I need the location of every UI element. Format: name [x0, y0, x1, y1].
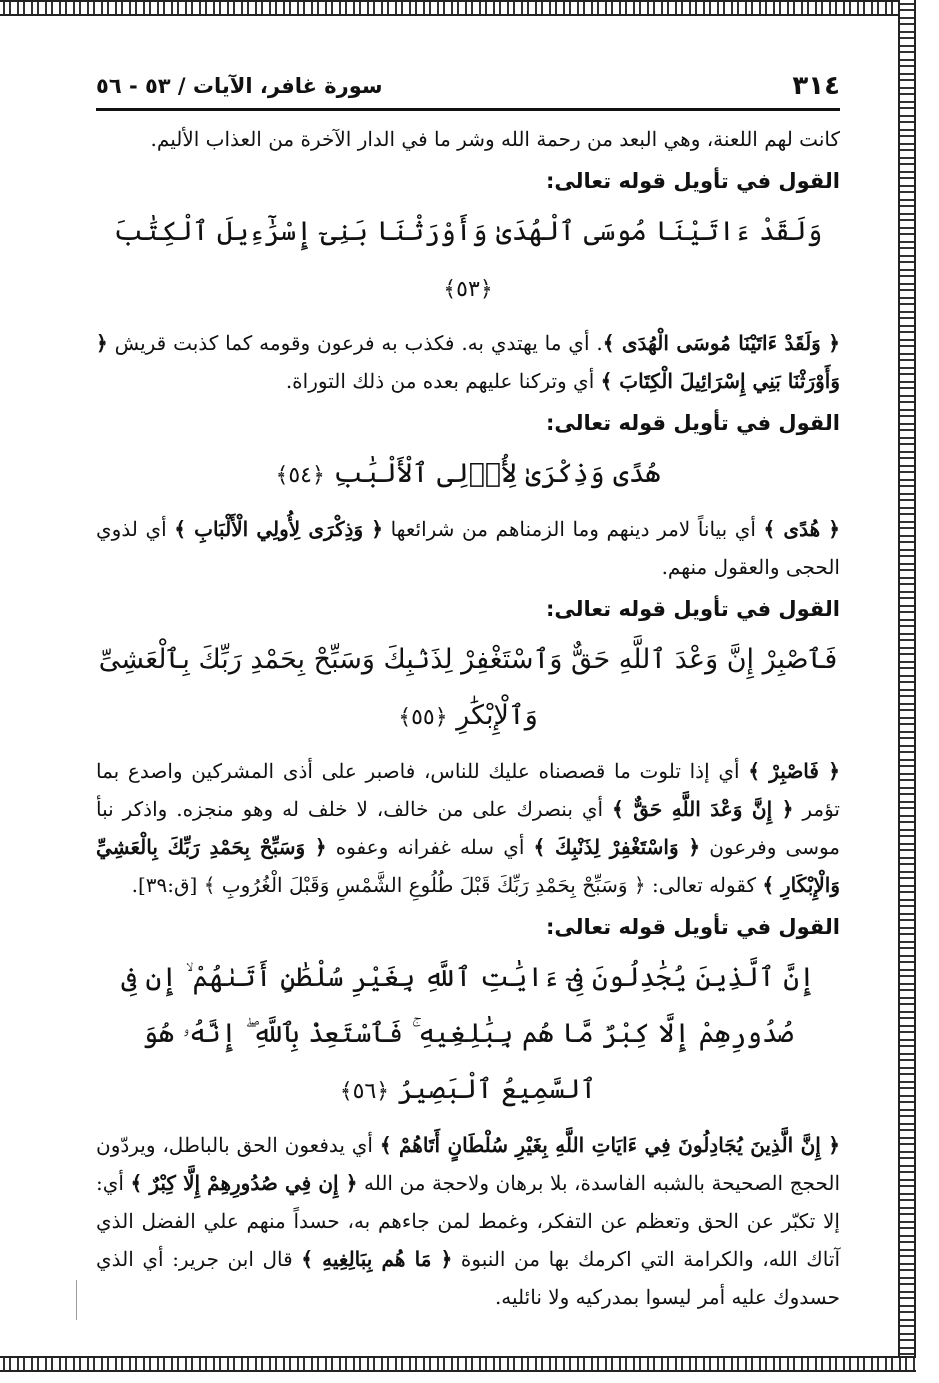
verse-quote: ﴿ وَلَقَدْ ءَاتَيْنَا مُوسَى الْهُدَى ﴾ — [602, 331, 840, 355]
verse-quote: ﴿ مَا هُم بِبَالِغِيهِ ﴾ — [301, 1247, 453, 1271]
commentary-paragraph — [96, 1126, 840, 1316]
gutter-mark — [76, 1280, 77, 1320]
verse-quote: ﴿ وَأَوْرَثْنَا بَنِي إِسْرَائِيلَ الْكِتَابَ ﴾ — [96, 331, 840, 393]
commentary-text: أي بنصرك على من خالف، لا خلف له وهو منجزه. واذكر نبأ موسى وفرعون — [96, 797, 841, 859]
section-heading: القول في تأويل قوله تعالى: — [546, 169, 840, 193]
verse-number: ﴿٥٥﴾ — [398, 705, 448, 730]
ornamental-border-right — [898, 0, 916, 1372]
verse-text: إِنَّ ٱلَّذِينَ يُجَٰدِلُونَ فِىٓ ءَايَٰتِ ٱللَّهِ بِغَيْرِ سُلْطَٰنٍ أَتَىٰهُمْ ۙ إِن فِى صُدُورِهِمْ إِلَّا كِبْرٌ مَّا هُم بِبَٰلِغِيهِ ۚ فَٱسْتَعِذْ بِٱللَّهِ ۖ إِنَّهُۥ هُوَ ٱلسَّمِيعُ ٱلْبَصِيرُ — [121, 962, 815, 1105]
verse-quote: ﴿ إِنَّ وَعْدَ اللَّهِ حَقٌّ ﴾ — [611, 797, 794, 821]
ornamental-border-top — [0, 0, 916, 16]
page-header — [96, 64, 840, 111]
quran-verse — [96, 204, 840, 318]
commentary-paragraph — [96, 324, 840, 400]
commentary-text: . أي ما يهتدي به. فكذب به فرعون وقومه كما كذبت قريش — [107, 331, 603, 355]
quran-verse — [96, 446, 840, 504]
verse-quote: ﴿ إِن فِي صُدُورِهِمْ إِلَّا كِبْرٌ ﴾ — [130, 1171, 358, 1195]
commentary-text: أي إذا تلوت ما قصصناه عليك للناس، فاصبر على أذى المشركين واصدع بما تؤمر — [96, 759, 840, 821]
commentary-text: أي لذوي الحجى والعقول منهم. — [96, 517, 840, 579]
ornamental-border-bottom — [0, 1356, 916, 1372]
commentary-text: قال ابن جرير: أي الذي حسدوك عليه أمر ليسوا بمدركيه ولا نائليه. — [96, 1247, 840, 1309]
verse-text: وَلَقَدْ ءَاتَيْنَا مُوسَى ٱلْهُدَىٰ وَأَوْرَثْنَا بَنِىٓ إِسْرَٰٓءِيلَ ٱلْكِتَٰبَ — [113, 216, 823, 247]
verse-quote: ﴿ وَاسْتَغْفِرْ لِذَنْبِكَ ﴾ — [533, 835, 701, 859]
quran-verse — [96, 632, 840, 746]
commentary-text: أي: إلا تكبّر عن الحق وتعظم عن التفكر، وغمط لمن جاءهم به، حسداً منهم علي الفضل الذي آتاك الله، والكرامة التي اكرمك بها من النبوة — [96, 1171, 840, 1271]
commentary-paragraph — [96, 752, 840, 904]
verse-quote: ﴿ إِنَّ الَّذِينَ يُجَادِلُونَ فِي ءَايَاتِ اللَّهِ بِغَيْرِ سُلْطَانٍ أَتَاهُمْ ﴾ — [379, 1133, 840, 1157]
section-heading: القول في تأويل قوله تعالى: — [546, 597, 840, 621]
commentary-paragraph — [96, 510, 840, 586]
verse-text: هُدًى وَذِكْرَىٰ لِأُو۟لِى ٱلْأَلْبَٰبِ — [333, 458, 661, 489]
verse-quote: ﴿ هُدًى ﴾ — [763, 517, 841, 541]
verse-number: ﴿٥٣﴾ — [443, 277, 493, 302]
verse-number: ﴿٥٦﴾ — [339, 1079, 390, 1104]
paragraph: كانت لهم اللعنة، وهي البعد من رحمة الله وشر ما في الدار الآخرة من العذاب الأليم. — [150, 127, 840, 151]
section-heading: القول في تأويل قوله تعالى: — [546, 915, 840, 939]
verse-quote: ﴿ فَاصْبِرْ ﴾ — [748, 759, 840, 783]
commentary-text: كقوله تعالى: ﴿ وَسَبِّحْ بِحَمْدِ رَبِّكَ قَبْلَ طُلُوعِ الشَّمْسِ وَقَبْلَ الْغُرُوبِ ﴾ [ق:٣٩]. — [131, 873, 763, 897]
verse-number: ﴿٥٤﴾ — [275, 463, 325, 488]
section-heading: القول في تأويل قوله تعالى: — [546, 411, 840, 435]
page-body — [96, 120, 840, 1320]
verse-quote: ﴿ وَذِكْرَى لِأُولِي الْأَلْبَابِ ﴾ — [174, 517, 383, 541]
commentary-text: أي بياناً لامر دينهم وما الزمناهم من شرائعها — [383, 517, 764, 541]
commentary-text: أي سله غفرانه وعفوه — [326, 835, 534, 859]
verse-text: فَٱصْبِرْ إِنَّ وَعْدَ ٱللَّهِ حَقٌّ وَٱسْتَغْفِرْ لِذَنۢبِكَ وَسَبِّحْ بِحَمْدِ رَبِّكَ بِٱلْعَشِىِّ وَٱلْإِبْكَٰرِ — [98, 644, 838, 731]
quran-verse — [96, 950, 840, 1120]
verse-quote: ﴿ وَسَبِّحْ بِحَمْدِ رَبِّكَ بِالْعَشِيِّ وَالْإِبْكَارِ ﴾ — [96, 835, 840, 897]
page-number: ٣١٤ — [792, 71, 840, 101]
running-title: سورة غافر، الآيات / ٥٣ - ٥٦ — [96, 74, 383, 98]
commentary-text: أي وتركنا عليهم بعده من ذلك التوراة. — [285, 369, 601, 393]
commentary-text: أي يدفعون الحق بالباطل، ويردّون الحجج الصحيحة بالشبه الفاسدة، بلا برهان ولاحجة من الله — [96, 1133, 840, 1195]
